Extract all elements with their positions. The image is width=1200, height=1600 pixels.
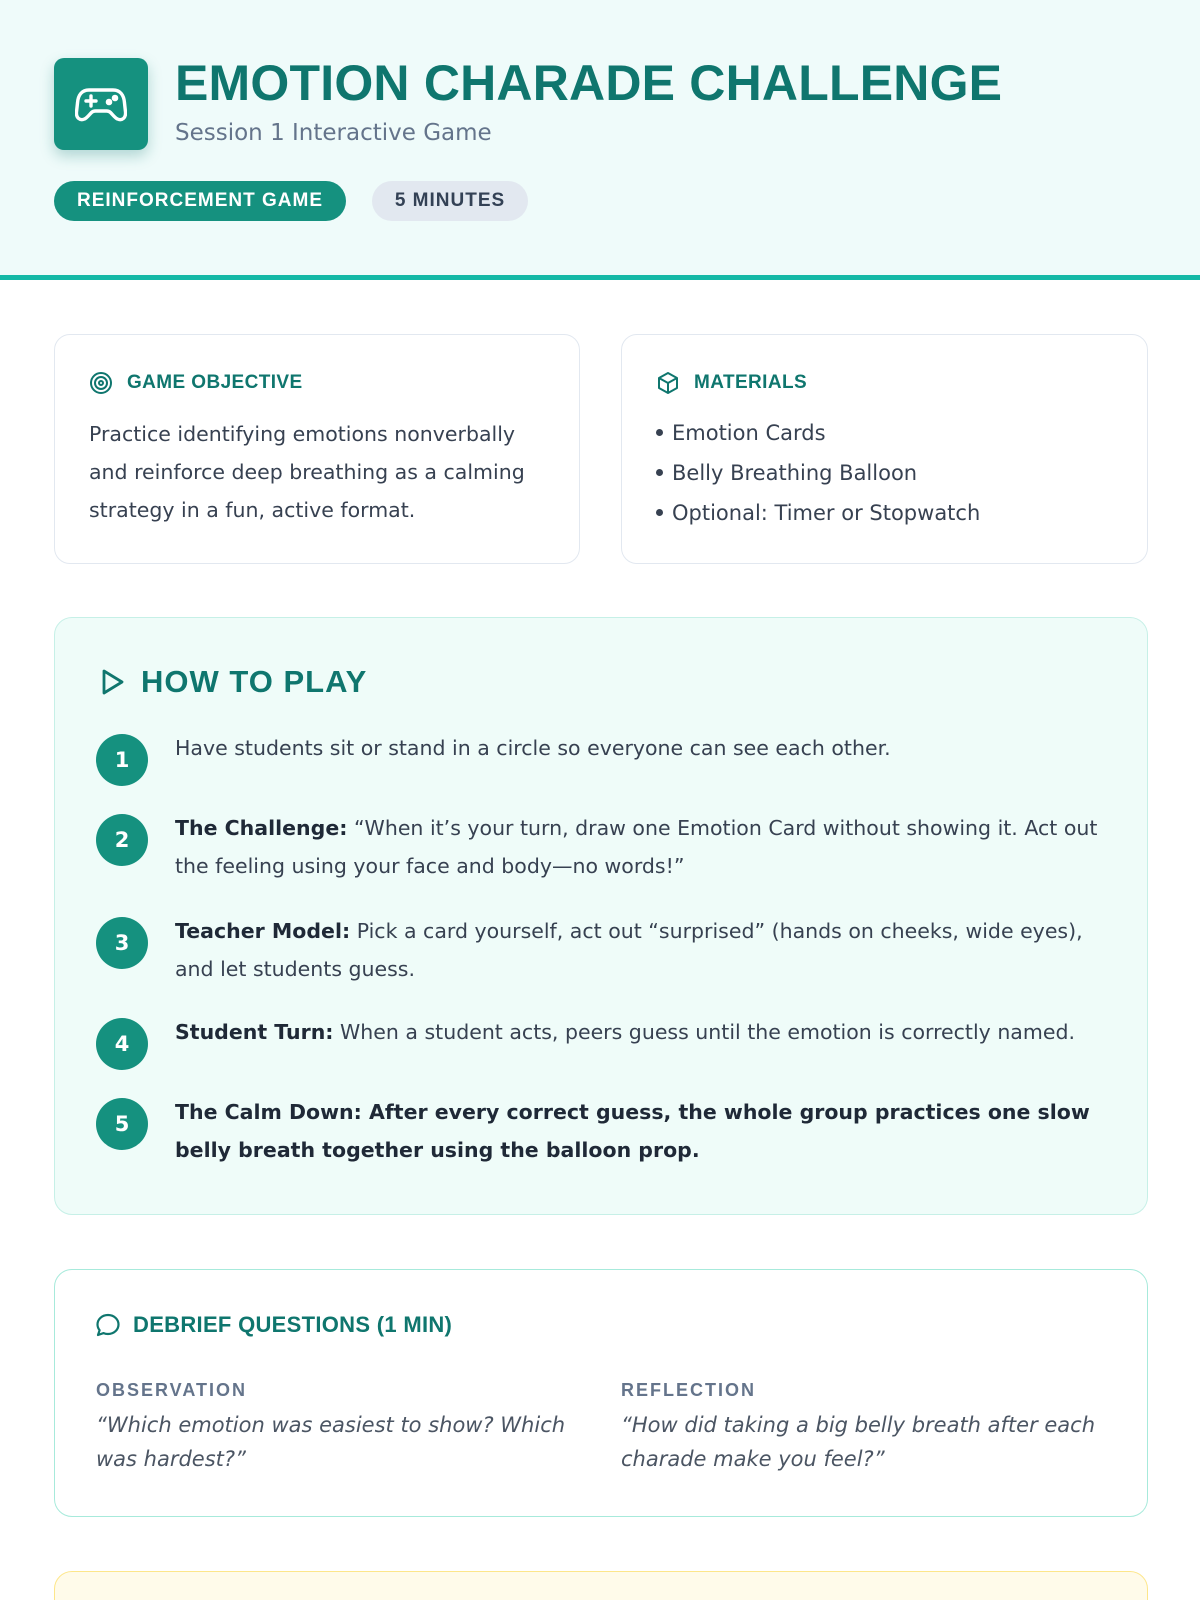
debrief-heading bbox=[95, 1312, 452, 1338]
how-to-play-panel bbox=[54, 617, 1148, 1215]
step-number: 3 bbox=[96, 917, 148, 969]
materials-card bbox=[621, 334, 1148, 564]
step-body: Have students sit or stand in a circle so everyone can see each other. bbox=[175, 736, 891, 760]
step-lead: The Challenge: bbox=[175, 816, 348, 840]
page-subtitle: Session 1 Interactive Game bbox=[175, 120, 492, 146]
material-label: Optional: Timer or Stopwatch bbox=[672, 501, 981, 525]
materials-list bbox=[656, 413, 980, 533]
duration-badge: 5 MINUTES bbox=[372, 181, 528, 221]
step-lead: Teacher Model: bbox=[175, 919, 351, 943]
step-text bbox=[175, 1093, 1115, 1169]
step-body: When a student acts, peers guess until the emotion is correctly named. bbox=[333, 1020, 1075, 1044]
gamepad-icon bbox=[75, 84, 127, 124]
material-label: Belly Breathing Balloon bbox=[672, 461, 918, 485]
reflection-question: “How did taking a big belly breath after each charade make you feel?” bbox=[621, 1413, 1096, 1471]
objective-title: GAME OBJECTIVE bbox=[127, 372, 303, 393]
bullet bbox=[656, 429, 663, 436]
step-lead: Student Turn: bbox=[175, 1020, 334, 1044]
game-type-badge: REINFORCEMENT GAME bbox=[54, 181, 346, 221]
box-icon bbox=[656, 371, 680, 395]
observation-question: “Which emotion was easiest to show? Which was hardest?” bbox=[96, 1413, 566, 1471]
debrief-panel bbox=[54, 1269, 1148, 1517]
material-label: Emotion Cards bbox=[672, 421, 826, 445]
step-body: Pick a card yourself, act out “surprised” (hands on cheeks, wide eyes), and let students guess. bbox=[175, 919, 1083, 981]
step-number: 1 bbox=[96, 734, 148, 786]
chat-bubble-icon bbox=[95, 1312, 121, 1338]
step-number: 4 bbox=[96, 1018, 148, 1070]
step-text bbox=[175, 809, 1115, 885]
how-to-play-heading bbox=[97, 664, 367, 700]
game-logo bbox=[54, 58, 148, 150]
objective-card bbox=[54, 334, 580, 564]
list-item bbox=[656, 493, 980, 533]
objective-heading bbox=[89, 371, 303, 395]
step-text bbox=[175, 1013, 1115, 1051]
play-icon bbox=[97, 667, 127, 697]
list-item bbox=[656, 413, 980, 453]
materials-heading bbox=[656, 371, 807, 395]
page-title: EMOTION CHARADE CHALLENGE bbox=[175, 55, 1003, 111]
step-number: 5 bbox=[96, 1098, 148, 1150]
step-text bbox=[175, 729, 1115, 767]
objective-text: Practice identifying emotions nonverbally and reinforce deep breathing as a calming strategy in a fun, active format. bbox=[89, 422, 525, 522]
how-to-play-title: HOW TO PLAY bbox=[141, 664, 368, 699]
step-text bbox=[175, 912, 1115, 988]
observation-label: OBSERVATION bbox=[96, 1380, 248, 1400]
step-body: “When it’s your turn, draw one Emotion Card without showing it. Act out the feeling using your face and body—no words!” bbox=[175, 816, 1098, 878]
step-number: 2 bbox=[96, 814, 148, 866]
bullet bbox=[656, 509, 663, 516]
step-body: The Calm Down: After every correct guess, the whole group practices one slow belly breath together using the balloon prop. bbox=[175, 1100, 1090, 1162]
reflection-label: REFLECTION bbox=[621, 1380, 756, 1400]
materials-title: MATERIALS bbox=[694, 372, 808, 393]
page-header bbox=[0, 0, 1200, 280]
debrief-title: DEBRIEF QUESTIONS (1 MIN) bbox=[133, 1312, 453, 1337]
bullet bbox=[656, 469, 663, 476]
next-section-card bbox=[54, 1571, 1148, 1600]
list-item bbox=[656, 453, 980, 493]
target-icon bbox=[89, 371, 113, 395]
